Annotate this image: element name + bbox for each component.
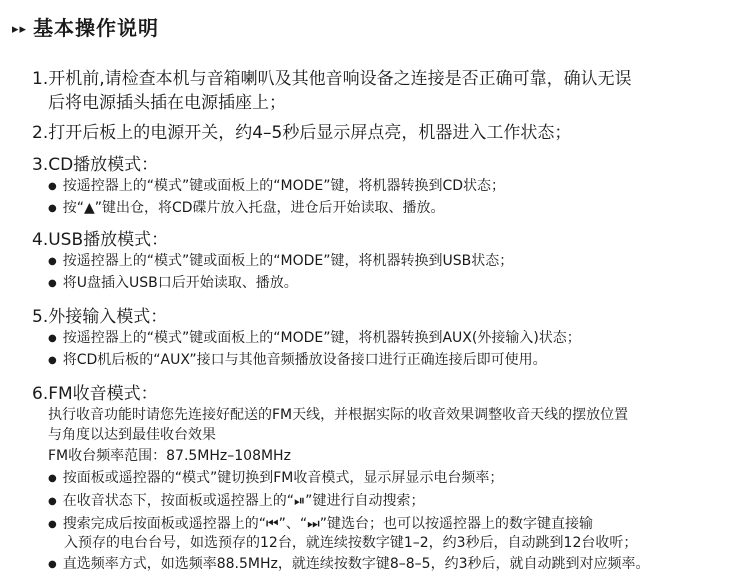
fm-bullet-3-continued: 入预存的电台台号，如选预存的12台，就连续按数字键1–2，约3秒后，自动跳到12台收听； xyxy=(64,535,638,551)
fm-bullet-4: ● 直选频率方式，如选频率88.5MHz，就连续按数字键8–8–5，约3秒后，就自动跳到对应频率。 xyxy=(48,553,650,573)
fm-mode-heading: 6.FM收音模式： xyxy=(32,384,158,404)
cd-bullet-2: ● 按“▲”键出仓，将CD碟片放入托盘，进仓后开始读取、播放。 xyxy=(48,197,445,217)
fm-bullet-1: ● 按面板或遥控器的“模式”键切换到FM收音模式，显示屏显示电台频率； xyxy=(48,467,503,487)
cd-bullet-1: ● 按遥控器上的“模式”键或面板上的“MODE”键，将机器转换到CD状态； xyxy=(48,175,505,195)
usb-bullet-2: ● 将U盘插入USB口后开始读取、播放。 xyxy=(48,272,298,292)
usb-mode-heading: 4.USB播放模式： xyxy=(32,230,169,250)
step-2: 2.打开后板上的电源开关，约4–5秒后显示屏点亮，机器进入工作状态； xyxy=(32,123,572,143)
usb-bullet-1: ● 按遥控器上的“模式”键或面板上的“MODE”键，将机器转换到USB状态； xyxy=(48,250,513,270)
fm-bullet-3: ● 搜索完成后按面板或遥控器上的“⏮”、“⏭”键选台；也可以按遥控器上的数字键直接输 xyxy=(48,513,593,533)
fm-intro-line-1: 执行收音功能时请您先连接好配送的FM天线，并根据实际的收音效果调整收音天线的摆放位置 xyxy=(48,407,629,423)
aux-mode-heading: 5.外接输入模式： xyxy=(32,307,168,327)
step-1-line-1: 1.开机前,请检查本机与音箱喇叭及其他音响设备之连接是否正确可靠，确认无误 xyxy=(32,69,632,89)
page-title-text: 基本操作说明 xyxy=(33,16,160,40)
fm-bullet-2: ● 在收音状态下，按面板或遥控器上的“⏯”键进行自动搜索； xyxy=(48,490,424,510)
fm-frequency-range: FM收台频率范围：87.5MHz–108MHz xyxy=(48,448,291,464)
cd-mode-heading: 3.CD播放模式： xyxy=(32,155,159,175)
aux-bullet-1: ● 按遥控器上的“模式”键或面板上的“MODE”键，将机器转换到AUX(外接输入)状态； xyxy=(48,327,581,347)
page-title xyxy=(12,12,159,41)
fm-intro-line-2: 与角度以达到最佳收台效果 xyxy=(48,427,216,443)
double-arrow-icon: ▸▸ xyxy=(12,22,28,37)
aux-bullet-2: ● 将CD机后板的“AUX”接口与其他音频播放设备接口进行正确连接后即可使用。 xyxy=(48,349,547,369)
step-1-line-2: 后将电源插头插在电源插座上； xyxy=(48,93,286,113)
